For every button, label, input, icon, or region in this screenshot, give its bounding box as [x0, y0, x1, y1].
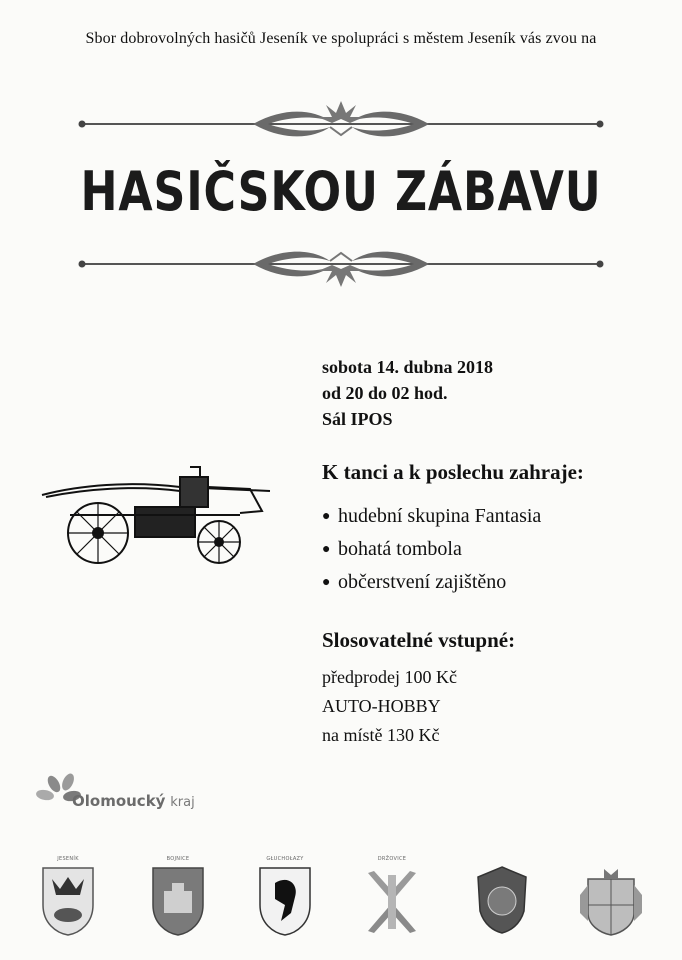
- drzovice-crest: DRŽOVICE: [360, 856, 424, 948]
- firefighter-badge: [470, 856, 534, 948]
- intro-text: Sbor dobrovolných hasičů Jeseník ve spolupráci s městem Jeseník vás zvou na: [85, 30, 597, 47]
- event-date: sobota 14. dubna 2018: [322, 357, 494, 377]
- ornament-divider-bottom: [78, 243, 604, 293]
- tickets-heading: Slosovatelné vstupné:: [322, 628, 516, 652]
- bullet-icon: ●: [322, 509, 331, 524]
- lineup-heading: K tanci a k poslechu zahraje:: [322, 460, 584, 484]
- ticket-line: předprodej 100 Kč: [322, 667, 457, 687]
- ticket-prices: [322, 663, 457, 750]
- event-title: HASIČSKOU ZÁBAVU: [80, 160, 602, 223]
- ticket-line: na místě 130 Kč: [322, 725, 440, 745]
- jesenik-crest: JESENÍK: [36, 856, 100, 948]
- event-details: [322, 354, 493, 432]
- event-time: od 20 do 02 hod.: [322, 383, 448, 403]
- event-venue: Sál IPOS: [322, 409, 393, 429]
- fire-cart-illustration: [40, 455, 282, 573]
- drzovice-crest-icon: [362, 865, 422, 937]
- region-name: Olomoucký kraj: [72, 792, 195, 810]
- bullet-icon: ●: [322, 575, 331, 590]
- jesenik-crest-icon: [40, 865, 96, 937]
- glucholazy-crest-icon: [257, 865, 313, 937]
- czech-coat-of-arms-icon: [578, 865, 644, 937]
- czech-coat-of-arms: [578, 856, 642, 948]
- list-item: ● bohatá tombola: [322, 533, 541, 566]
- bojnice-crest-icon: [150, 865, 206, 937]
- bullet-icon: ●: [322, 542, 331, 557]
- ornament-divider-top: [78, 95, 604, 145]
- list-item: ● občerstvení zajištěno: [322, 566, 541, 599]
- ticket-line: AUTO-HOBBY: [322, 696, 441, 716]
- firefighter-badge-icon: [474, 865, 530, 937]
- glucholazy-crest: GŁUCHOŁAZY: [253, 856, 317, 948]
- list-item: ● hudební skupina Fantasia: [322, 500, 541, 533]
- bojnice-crest: BOJNICE: [146, 856, 210, 948]
- lineup-list: [322, 500, 541, 599]
